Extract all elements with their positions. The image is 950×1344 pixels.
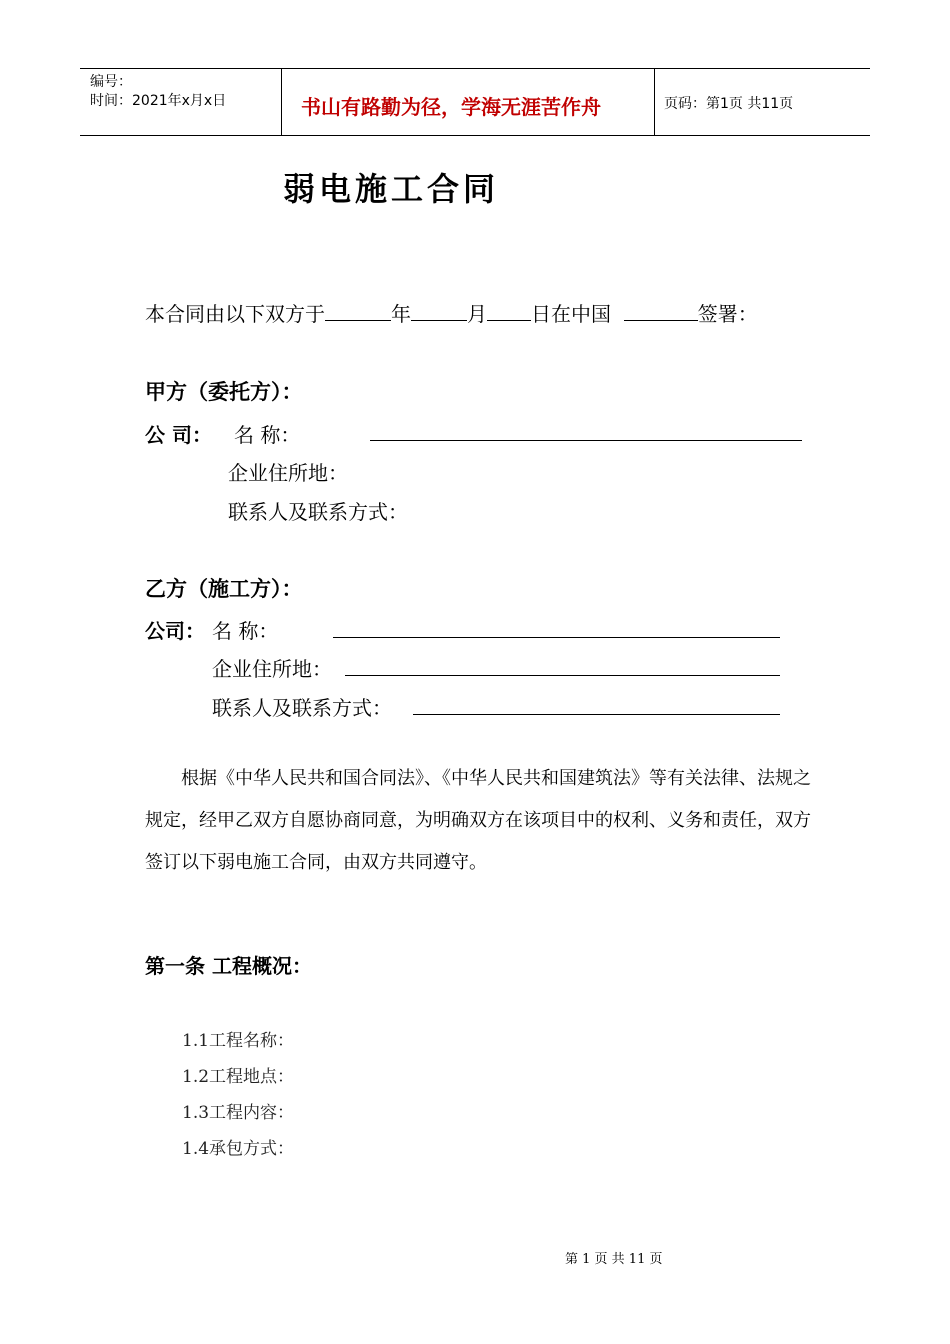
page-footer: 第 1 页 共 11 页 <box>565 1252 663 1267</box>
header-bottom-rule <box>80 135 870 136</box>
date-month-blank <box>411 300 467 321</box>
article-1-item: 1.1工程名称： <box>182 1031 295 1051</box>
header-top-rule <box>80 68 870 69</box>
intro-year: 年 <box>391 302 411 326</box>
party-b-address-blank <box>345 675 780 676</box>
party-a-company-label: 公 司： <box>145 423 212 447</box>
party-b-contact-blank <box>413 714 780 715</box>
article-1-item: 1.4承包方式： <box>182 1139 295 1159</box>
header-motto: 书山有路勤为径，学海无涯苦作舟 <box>301 95 601 119</box>
page-info: 页码：第1页 共11页 <box>664 96 794 112</box>
party-a-contact-label: 联系人及联系方式： <box>228 500 408 524</box>
doc-number-label: 编号： <box>90 74 132 90</box>
intro-line <box>145 298 758 327</box>
header-divider <box>654 68 655 135</box>
intro-prefix: 本合同由以下双方于 <box>145 302 325 326</box>
party-b-company-label: 公司： <box>145 619 205 643</box>
article-1-item: 1.2工程地点： <box>182 1067 295 1087</box>
party-b-name-blank <box>333 637 780 638</box>
preamble-paragraph: 根据《中华人民共和国合同法》、《中华人民共和国建筑法》等有关法律、法规之规定，经甲乙双方自愿协商同意，为明确双方在该项目中的权利、义务和责任，双方签订以下弱电施工合同，由双方共同遵守。 <box>145 768 811 873</box>
date-day-blank <box>487 300 531 321</box>
intro-day-place: 日在中国 <box>531 302 611 326</box>
party-b-contact-label: 联系人及联系方式： <box>212 696 392 720</box>
date-year-blank <box>325 300 391 321</box>
place-blank <box>624 300 698 321</box>
header-divider <box>281 68 282 135</box>
article-1-heading: 第一条 工程概况： <box>145 954 312 978</box>
party-a-address-label: 企业住所地： <box>228 461 348 485</box>
party-b-name-label: 名 称： <box>212 619 279 643</box>
party-a-name-label: 名 称： <box>234 423 301 447</box>
party-a-heading: 甲方（委托方）： <box>145 380 303 404</box>
page-title: 弱电施工合同 <box>283 170 500 208</box>
party-b-address-label: 企业住所地： <box>212 657 332 681</box>
article-1-item: 1.3工程内容： <box>182 1103 295 1123</box>
intro-month: 月 <box>467 302 487 326</box>
intro-signed: 签署： <box>697 302 758 326</box>
doc-time-label: 时间：2021年x月x日 <box>90 93 227 109</box>
party-a-name-blank <box>370 440 802 441</box>
party-b-heading: 乙方（施工方）： <box>145 577 303 601</box>
